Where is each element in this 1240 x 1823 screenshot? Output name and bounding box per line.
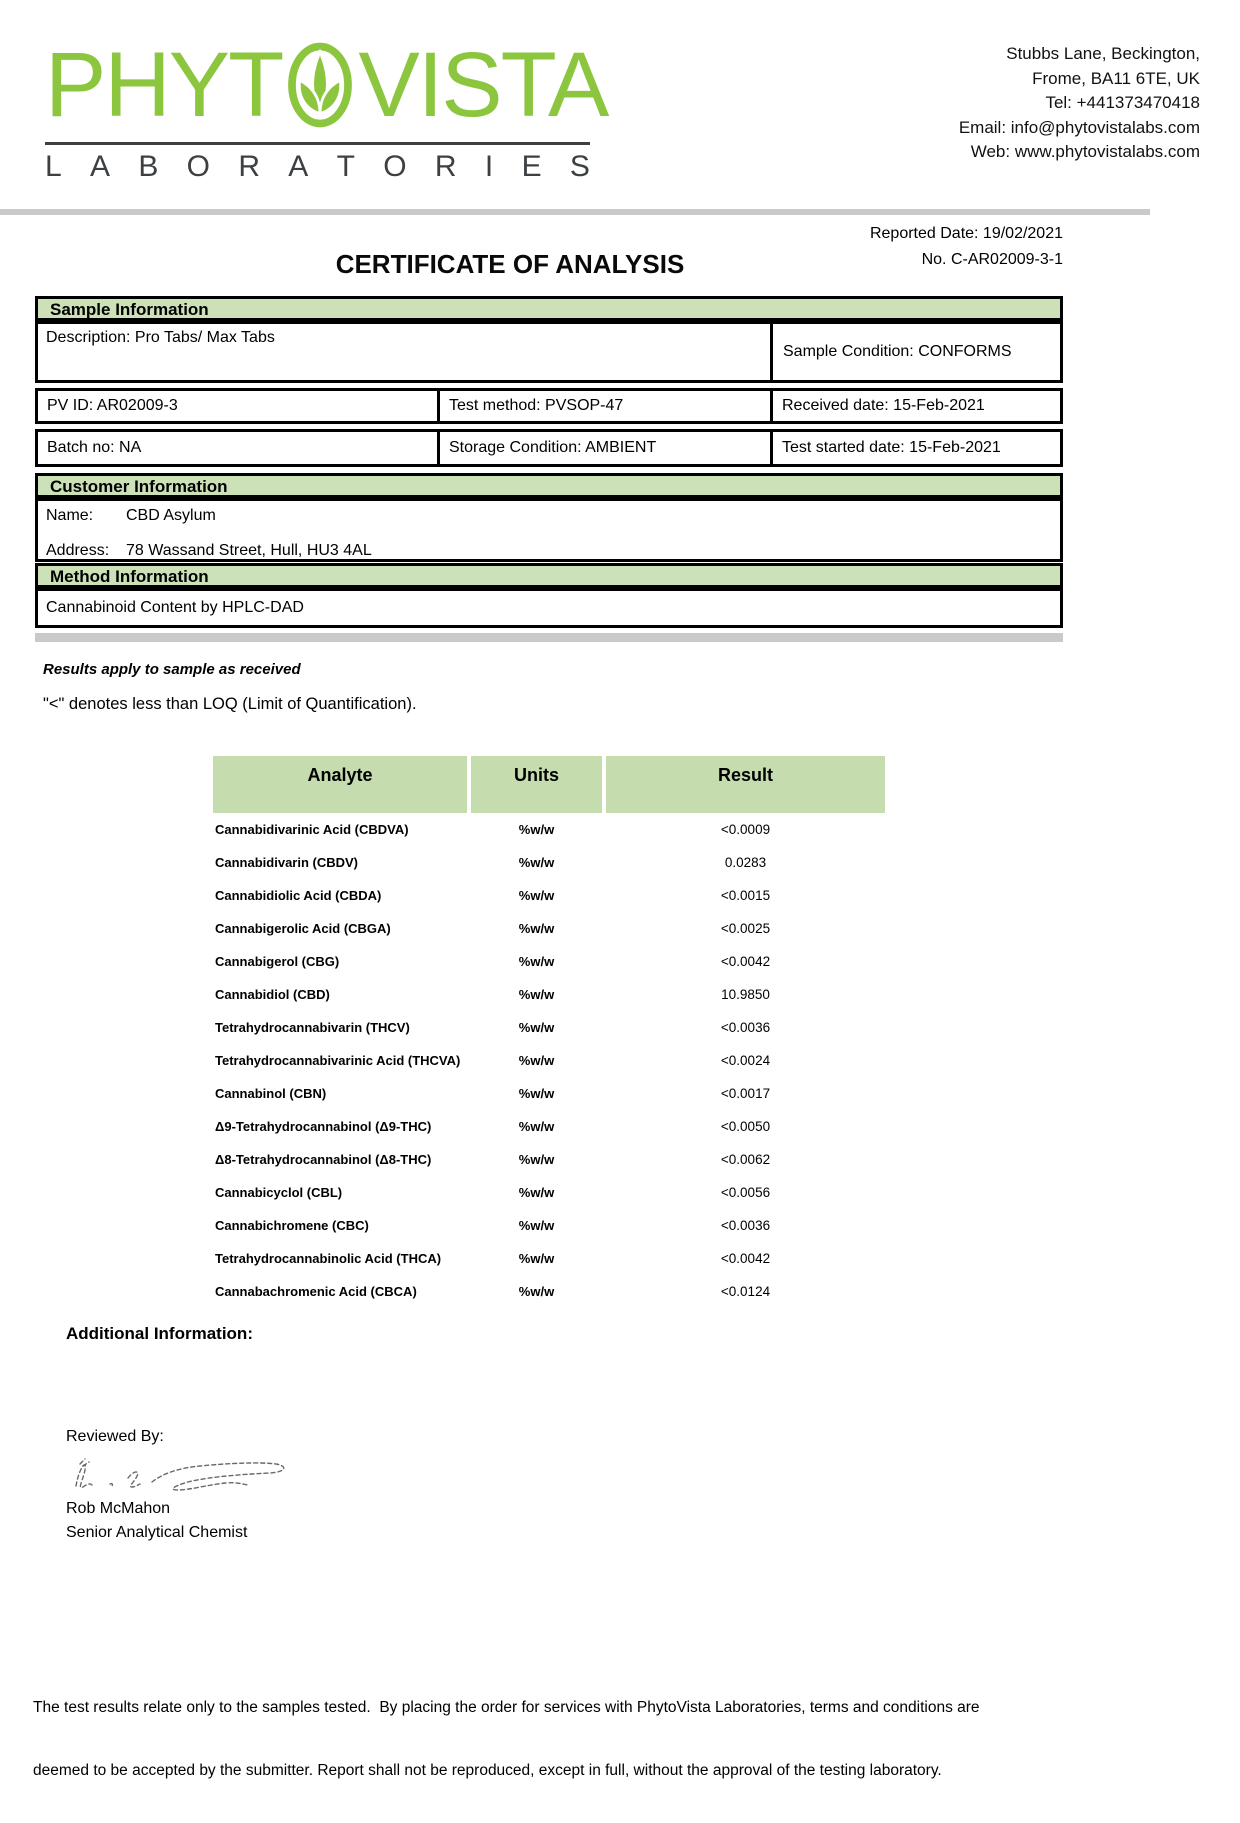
phytovista-logo	[45, 34, 608, 184]
result-units: %w/w	[518, 954, 555, 969]
result-result: <0.0024	[720, 1053, 771, 1068]
logo-subtitle-letter: I	[484, 150, 494, 183]
result-analyte: Tetrahydrocannabinolic Acid (THCA)	[215, 1251, 442, 1266]
logo-subtitle-letter: L	[45, 150, 62, 183]
logo-wordmark	[45, 34, 608, 136]
result-units: %w/w	[518, 1020, 555, 1035]
method-description: Cannabinoid Content by HPLC-DAD	[46, 599, 304, 616]
result-result: <0.0042	[720, 954, 771, 969]
logo-subtitle-letter: O	[383, 150, 407, 183]
results-table-row	[213, 813, 885, 846]
customer-name-row	[46, 507, 1052, 525]
result-result: <0.0050	[720, 1119, 771, 1134]
reviewer-name: Rob McMahon	[66, 1500, 171, 1517]
customer-address-row	[46, 542, 1052, 560]
result-result: <0.0025	[720, 921, 771, 936]
results-table-row	[213, 1275, 885, 1308]
result-result: 10.9850	[721, 987, 770, 1002]
results-table-row	[213, 1143, 885, 1176]
logo-divider	[45, 142, 590, 145]
result-units: %w/w	[518, 1218, 555, 1233]
result-analyte: Δ9-Tetrahydrocannabinol (Δ9-THC)	[215, 1119, 432, 1134]
logo-subtitle-letter: A	[90, 150, 111, 183]
results-table-row	[213, 1209, 885, 1242]
contact-address-line1: Stubbs Lane, Beckington,	[1006, 44, 1200, 63]
customer-name-label: Name:	[46, 507, 94, 524]
report-number: No. C-AR02009-3-1	[921, 251, 1063, 268]
result-result: <0.0036	[720, 1218, 771, 1233]
logo-subtitle-letter: R	[238, 150, 260, 183]
customer-address: 78 Wassand Street, Hull, HU3 4AL	[126, 542, 372, 559]
result-result: <0.0015	[720, 888, 771, 903]
sample-batch-row	[35, 429, 1063, 467]
logo-text-phyt: PHYT	[45, 34, 283, 136]
results-table-row	[213, 1176, 885, 1209]
method-information-header: Method Information	[35, 563, 1063, 588]
sample-description: Description: Pro Tabs/ Max Tabs	[38, 324, 773, 380]
info-tables	[35, 296, 1063, 642]
logo-subtitle-letter: S	[569, 150, 590, 183]
results-table-row	[213, 945, 885, 978]
logo-subtitle-letter: A	[288, 150, 309, 183]
result-units: %w/w	[518, 1185, 555, 1200]
results-table-row	[213, 978, 885, 1011]
result-analyte: Cannabidiolic Acid (CBDA)	[215, 888, 382, 903]
result-analyte: Cannabichromene (CBC)	[215, 1218, 369, 1233]
result-analyte: Tetrahydrocannabivarin (THCV)	[215, 1020, 410, 1035]
contact-web: Web: www.phytovistalabs.com	[970, 142, 1200, 161]
result-result: <0.0062	[720, 1152, 771, 1167]
batch-no: Batch no: NA	[38, 432, 440, 464]
result-analyte: Cannabigerolic Acid (CBGA)	[215, 921, 391, 936]
sample-ids-row	[35, 388, 1063, 424]
result-result: <0.0017	[720, 1086, 771, 1101]
reviewer-title: Senior Analytical Chemist	[66, 1524, 248, 1541]
result-analyte: Cannabigerol (CBG)	[215, 954, 340, 969]
result-units: %w/w	[518, 1152, 555, 1167]
results-table-row	[213, 1077, 885, 1110]
result-units: %w/w	[518, 987, 555, 1002]
column-header-units: Units	[471, 756, 602, 813]
header-divider	[0, 209, 1150, 215]
review-block	[66, 1428, 296, 1544]
result-units: %w/w	[518, 855, 555, 870]
contact-phone: Tel: +441373470418	[1045, 93, 1200, 112]
logo-text-vista: VISTA	[358, 34, 608, 136]
results-table-row	[213, 912, 885, 945]
test-started-date: Test started date: 15-Feb-2021	[782, 439, 1001, 456]
result-result: <0.0042	[720, 1251, 771, 1266]
sample-condition: Sample Condition: CONFORMS	[783, 343, 1012, 360]
document-title: CERTIFICATE OF ANALYSIS	[335, 249, 685, 279]
customer-box	[35, 498, 1063, 562]
result-analyte: Cannabidiol (CBD)	[215, 987, 330, 1002]
result-analyte: Cannabidivarin (CBDV)	[215, 855, 359, 870]
logo-subtitle-letter: B	[138, 150, 159, 183]
reported-date: Reported Date: 19/02/2021	[869, 225, 1063, 242]
result-result: <0.0056	[720, 1185, 771, 1200]
results-table-row	[213, 1110, 885, 1143]
result-result: <0.0036	[720, 1020, 771, 1035]
result-analyte: Δ8-Tetrahydrocannabinol (Δ8-THC)	[215, 1152, 432, 1167]
result-result: <0.0124	[720, 1284, 771, 1299]
footer-line2: deemed to be accepted by the submitter. Report shall not be reproduced, except in full, without the approval of the testing laboratory.	[33, 1762, 942, 1779]
additional-information-label: Additional Information:	[66, 1324, 253, 1343]
sample-description-row	[35, 321, 1063, 383]
page-header	[45, 34, 1200, 184]
result-units: %w/w	[518, 921, 555, 936]
results-table-row	[213, 879, 885, 912]
method-box	[35, 588, 1063, 628]
results-table-row	[213, 1242, 885, 1275]
results-table-body	[213, 813, 885, 1308]
result-units: %w/w	[518, 1251, 555, 1266]
logo-subtitle-letter: R	[434, 150, 457, 183]
customer-information-header: Customer Information	[35, 473, 1063, 498]
pv-id: PV ID: AR02009-3	[38, 391, 440, 421]
results-table	[213, 756, 885, 1308]
leaf-o-icon	[285, 37, 355, 133]
storage-condition: Storage Condition: AMBIENT	[440, 432, 773, 464]
column-header-result: Result	[606, 756, 885, 813]
contact-email: Email: info@phytovistalabs.com	[958, 117, 1200, 137]
loq-note: "<" denotes less than LOQ (Limit of Quantification).	[43, 695, 417, 713]
result-analyte: Cannabidivarinic Acid (CBDVA)	[215, 822, 409, 837]
customer-name: CBD Asylum	[126, 507, 216, 524]
result-analyte: Cannabicyclol (CBL)	[215, 1185, 343, 1200]
result-units: %w/w	[518, 1119, 555, 1134]
column-header-analyte: Analyte	[213, 756, 467, 813]
result-result: <0.0009	[720, 822, 771, 837]
footer-disclaimer	[33, 1655, 1153, 1823]
logo-subtitle-letter: T	[336, 150, 355, 183]
result-units: %w/w	[518, 822, 555, 837]
sample-information-header: Sample Information	[35, 296, 1063, 321]
test-method: Test method: PVSOP-47	[440, 391, 773, 421]
results-table-row	[213, 1011, 885, 1044]
result-analyte: Tetrahydrocannabivarinic Acid (THCVA)	[215, 1053, 461, 1068]
logo-subtitle-letter: E	[521, 150, 542, 183]
contact-address-line2: Frome, BA11 6TE, UK	[1032, 68, 1200, 88]
result-analyte: Cannabinol (CBN)	[215, 1086, 327, 1101]
results-table-row	[213, 1044, 885, 1077]
result-units: %w/w	[518, 1284, 555, 1299]
result-units: %w/w	[518, 1086, 555, 1101]
reviewed-by-label: Reviewed By:	[66, 1428, 164, 1445]
customer-address-label: Address:	[46, 542, 110, 559]
result-units: %w/w	[518, 1053, 555, 1068]
footer-line1: The test results relate only to the samples tested. By placing the order for services with PhytoVista Laboratories, terms and conditions are	[33, 1699, 980, 1716]
signature-image	[66, 1450, 296, 1496]
logo-subtitle-letter: O	[186, 150, 210, 183]
logo-subtitle	[45, 150, 590, 184]
result-result: 0.0283	[724, 855, 767, 870]
received-date: Received date: 15-Feb-2021	[782, 397, 985, 414]
result-units: %w/w	[518, 888, 555, 903]
results-table-header	[213, 756, 885, 813]
results-table-row	[213, 846, 885, 879]
result-analyte: Cannabachromenic Acid (CBCA)	[215, 1284, 417, 1299]
section-shadow-bar	[35, 633, 1063, 642]
lab-contact-info	[959, 34, 1200, 184]
results-apply-note: Results apply to sample as received	[43, 661, 301, 678]
